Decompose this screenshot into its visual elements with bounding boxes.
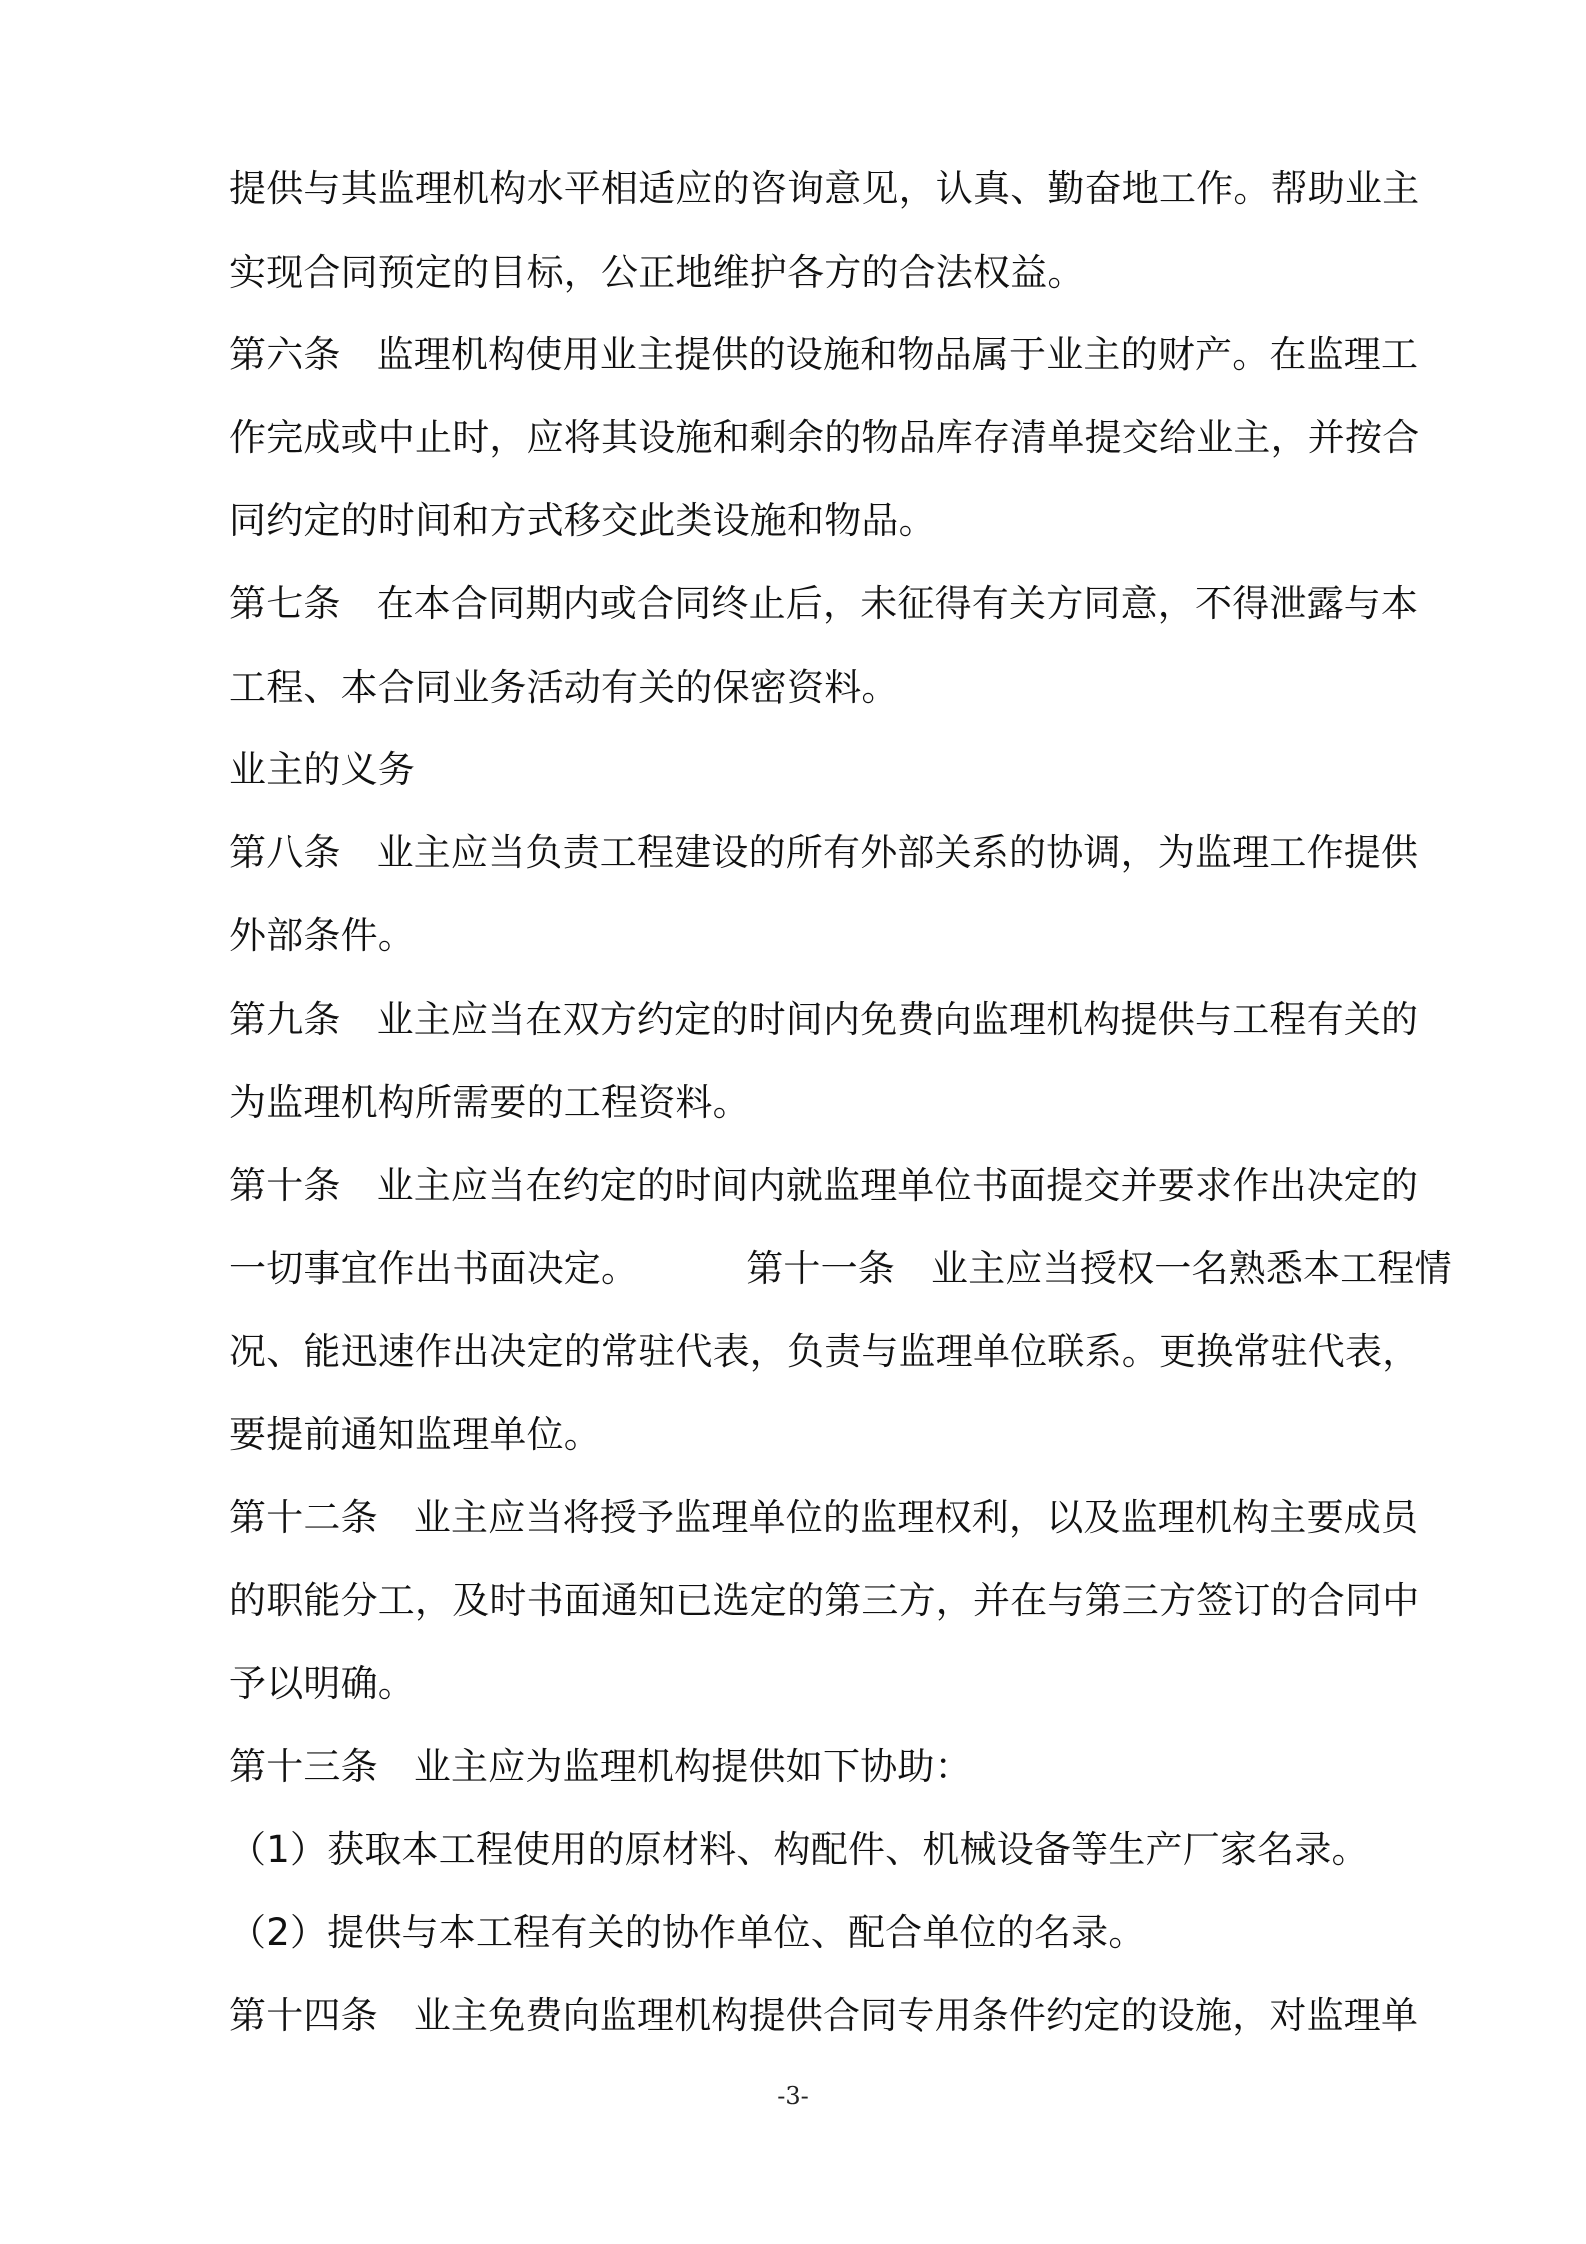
article-label: 第六条 (229, 333, 341, 376)
article-7 (229, 580, 1429, 628)
article-label: 第八条 (229, 831, 341, 874)
body-line: 外部条件。 (229, 914, 415, 957)
article-text: 业主应当将授予监理单位的监理权利，以及监理机构主要成员 (413, 1496, 1419, 1539)
article-9 (229, 996, 1429, 1044)
article-label: 第十条 (229, 1164, 341, 1207)
article-label: 第十四条 (229, 1994, 378, 2037)
body-line: 的职能分工，及时书面通知已选定的第三方，并在与第三方签订的合同中 (229, 1579, 1420, 1622)
body-line: 提供与其监理机构水平相适应的咨询意见，认真、勤奋地工作。帮助业主 (229, 167, 1420, 210)
article-11 (229, 1245, 1452, 1293)
page-number: -3- (777, 2082, 809, 2110)
body-line: 实现合同预定的目标，公正地维护各方的合法权益。 (229, 251, 1085, 294)
article-text: 业主应当在双方约定的时间内免费向监理机构提供与工程有关的 (376, 998, 1419, 1041)
body-line: 同约定的时间和方式移交此类设施和物品。 (229, 499, 936, 542)
article-text: 业主应当授权一名熟悉本工程情 (931, 1247, 1452, 1290)
article-label: 第十三条 (229, 1745, 378, 1788)
article-label: 第十二条 (229, 1496, 378, 1539)
article-text: 在本合同期内或合同终止后，未征得有关方同意，不得泄露与本 (376, 582, 1419, 625)
body-line: 要提前通知监理单位。 (229, 1413, 601, 1456)
article-13 (229, 1743, 1429, 1791)
article-text: 业主应为监理机构提供如下协助： (413, 1745, 972, 1788)
body-line: 工程、本合同业务活动有关的保密资料。 (229, 666, 899, 709)
article-text: 业主应当负责工程建设的所有外部关系的协调，为监理工作提供 (376, 831, 1419, 874)
article-12 (229, 1494, 1429, 1542)
section-heading: 业主的义务 (229, 748, 415, 791)
article-text: 监理机构使用业主提供的设施和物品属于业主的财产。在监理工 (376, 333, 1419, 376)
article-text: 业主应当在约定的时间内就监理单位书面提交并要求作出决定的 (376, 1164, 1419, 1207)
article-text: 业主免费向监理机构提供合同专用条件约定的设施，对监理单 (413, 1994, 1419, 2037)
article-10 (229, 1162, 1429, 1210)
list-item: （2）提供与本工程有关的协作单位、配合单位的名录。 (229, 1911, 1146, 1954)
body-line: 予以明确。 (229, 1662, 415, 1705)
article-label: 第七条 (229, 582, 341, 625)
article-6 (229, 331, 1429, 379)
article-label: 第九条 (229, 998, 341, 1041)
article-label: 第十一条 (746, 1247, 896, 1290)
body-line: 作完成或中止时，应将其设施和剩余的物品库存清单提交给业主，并按合 (229, 416, 1420, 459)
article-8 (229, 829, 1429, 877)
list-item: （1）获取本工程使用的原材料、构配件、机械设备等生产厂家名录。 (229, 1828, 1369, 1871)
body-line: 为监理机构所需要的工程资料。 (229, 1081, 750, 1124)
article-14 (229, 1992, 1429, 2040)
body-text: 一切事宜作出书面决定。 (229, 1247, 639, 1290)
body-line: 况、能迅速作出决定的常驻代表，负责与监理单位联系。更换常驻代表， (229, 1330, 1420, 1373)
